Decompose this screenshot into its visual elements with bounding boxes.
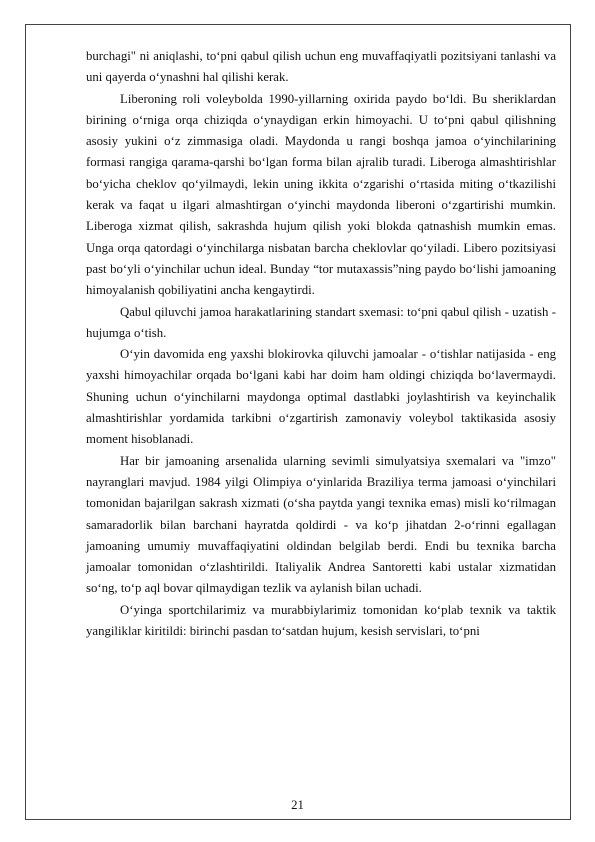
paragraph-5: Har bir jamoaning arsenalida ularning sevimli simulyatsiya sxemalari va "imzo" nayranglari mavjud. 1984 yilgi Olimpiya o‘yinlarida Braziliya terma jamoasi o‘yinchilari tomonidan bajarilgan sakrash xizmati (o‘sha paytda yangi texnika emas) misli ko‘rilmagan samaradorlik bilan barchani hayratda qoldirdi - va ko‘p jihatdan 2-o‘rinni egallagan jamoaning umumiy muvaffaqiyatini oldindan belgilab berdi. Endi bu texnika barcha jamoalar tomonidan o‘zlashtirildi. Italiyalik Andrea Santoretti kabi ustalar xizmatidan so‘ng, to‘p aql bovar qilmaydigan tezlik va aylanish bilan uchadi. <box>86 453 556 596</box>
paragraph-2: Liberoning roli voleybolda 1990-yillarning oxirida paydo bo‘ldi. Bu sheriklardan birining o‘rniga orqa chiziqda o‘ynaydigan erkin himoyachi. U to‘pni qabul qilishning asosiy yukini o‘z zimmasiga oladi. Maydonda u rangi boshqa jamoa o‘yinchilarining formasi rangiga qarama-qarshi bo‘lgan forma bilan ajralib turadi. Liberoga almashtirishlar bo‘yicha cheklov qo‘yilmaydi, lekin uning ikkita o‘zgarishi o‘rtasida miting o‘tkazilishi kerak va faqat u ilgari almashtirgan o‘yinchi maydonda liberoni o‘zgartirishi mumkin. Liberoga xizmat qilish, sakrashda hujum qilish yoki blokda qatnashish mumkin emas. Unga orqa qatordagi o‘yinchilarga nisbatan barcha cheklovlar qo‘yiladi. Libero pozitsiyasi past bo‘yli o‘yinchilar uchun ideal. Bunday “tor mutaxassis”ning paydo bo‘lishi jamoaning himoyalanish qobiliyatini ancha kengaytirdi. <box>86 91 556 298</box>
paragraph-6: O‘yinga sportchilarimiz va murabbiylarimiz tomonidan ko‘plab texnik va taktik yangiliklar kiritildi: birinchi pasdan to‘satdan hujum, kesish servislari, to‘pni <box>86 602 556 639</box>
paragraph-1: burchagi" ni aniqlashi, to‘pni qabul qilish uchun eng muvaffaqiyatli pozitsiyani tanlashi va uni qayerda o‘ynashni hal qilishi kerak. <box>86 49 556 85</box>
paragraph-4: O‘yin davomida eng yaxshi blokirovka qiluvchi jamoalar - o‘tishlar natijasida - eng yaxshi himoyachilar orqada bo‘lgani kabi har doim ham oldingi chiziqda bo‘lavermaydi. Shuning uchun o‘yinchilarni maydonga optimal dastlabki joylashtirish va keyinchalik almashtirishlar yordamida tarkibni o‘zgartirish zamonaviy voleybol taktikasida asosiy moment hisoblanadi. <box>86 347 556 447</box>
document-body <box>86 46 556 642</box>
paragraph-3: Qabul qiluvchi jamoa harakatlarining standart sxemasi: to‘pni qabul qilish - uzatish - hujumga o‘tish. <box>86 304 556 340</box>
page-number: 21 <box>291 798 304 812</box>
